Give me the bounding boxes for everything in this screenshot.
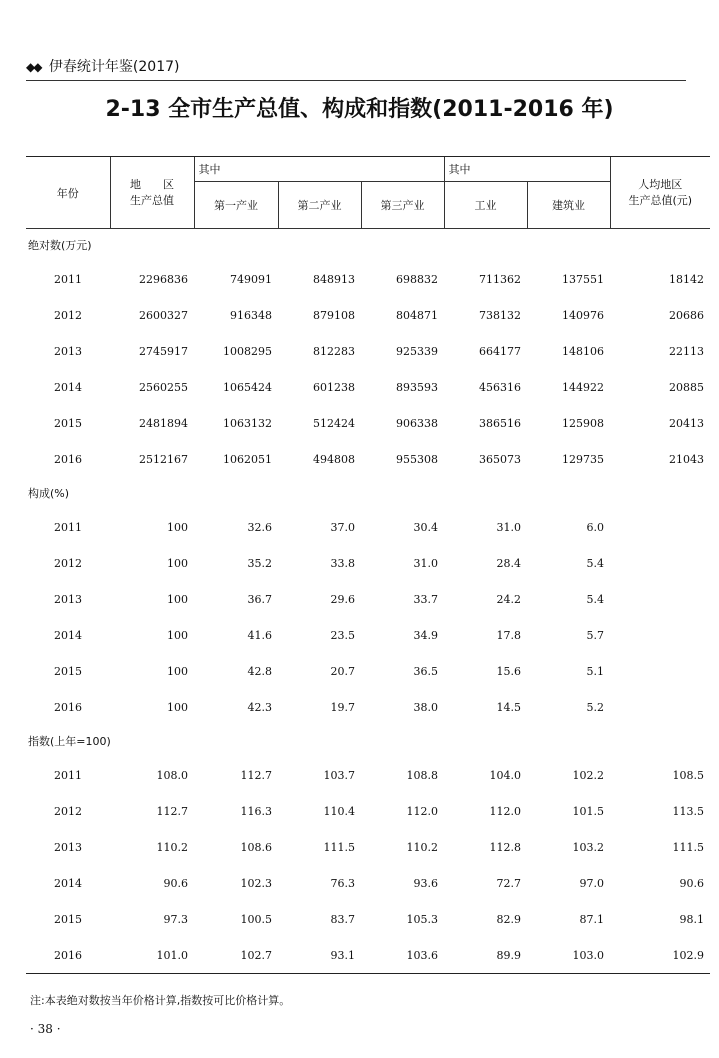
page-title: 2-13 全市生产总值、构成和指数(2011-2016 年) bbox=[105, 97, 614, 122]
row-year: 2011 bbox=[54, 272, 82, 286]
page-number: · 38 · bbox=[30, 1022, 61, 1036]
table-cell: 738132 bbox=[479, 308, 521, 322]
table-cell: 955308 bbox=[396, 452, 438, 466]
table-cell: 140976 bbox=[562, 308, 604, 322]
table-cell: 5.1 bbox=[586, 664, 604, 678]
table-cell bbox=[610, 509, 710, 545]
table-cell: 100 bbox=[167, 628, 188, 642]
table-cell: 72.7 bbox=[496, 876, 521, 890]
table-cell: 108.8 bbox=[406, 768, 438, 782]
table-cell: 148106 bbox=[562, 344, 604, 358]
table-cell: 41.6 bbox=[247, 628, 272, 642]
diamond-icon: ◆◆ bbox=[26, 60, 41, 74]
table-cell: 5.7 bbox=[586, 628, 604, 642]
table-row bbox=[26, 937, 710, 974]
table-cell: 2296836 bbox=[139, 272, 188, 286]
table-cell: 110.4 bbox=[323, 804, 355, 818]
section-label: 构成(%) bbox=[28, 487, 70, 500]
table-cell: 906338 bbox=[396, 416, 438, 430]
row-year: 2013 bbox=[54, 592, 82, 606]
table-cell: 494808 bbox=[313, 452, 355, 466]
table-cell: 125908 bbox=[562, 416, 604, 430]
table-cell: 6.0 bbox=[586, 520, 604, 534]
table-cell: 97.3 bbox=[163, 912, 188, 926]
row-year: 2015 bbox=[54, 664, 82, 678]
table-cell: 103.2 bbox=[572, 840, 604, 854]
table-cell: 100.5 bbox=[240, 912, 272, 926]
table-cell bbox=[610, 689, 710, 725]
col-header-secondary: 第二产业 bbox=[278, 182, 361, 229]
table-cell: 87.1 bbox=[579, 912, 604, 926]
table-cell: 103.7 bbox=[323, 768, 355, 782]
table-cell: 812283 bbox=[313, 344, 355, 358]
table-cell: 98.1 bbox=[679, 912, 704, 926]
section-header-row bbox=[26, 477, 710, 509]
table-cell: 102.2 bbox=[572, 768, 604, 782]
table-cell: 5.4 bbox=[586, 556, 604, 570]
table-cell: 749091 bbox=[230, 272, 272, 286]
table-cell bbox=[610, 653, 710, 689]
table-cell: 112.7 bbox=[240, 768, 272, 782]
row-year: 2011 bbox=[54, 768, 82, 782]
table-cell: 24.2 bbox=[496, 592, 521, 606]
table-cell: 144922 bbox=[562, 380, 604, 394]
table-cell: 108.5 bbox=[672, 768, 704, 782]
table-cell: 664177 bbox=[479, 344, 521, 358]
section-label: 指数(上年=100) bbox=[28, 735, 111, 748]
table-cell: 102.7 bbox=[194, 937, 278, 974]
table-cell: 112.7 bbox=[156, 804, 188, 818]
table-cell: 31.0 bbox=[496, 520, 521, 534]
table-cell: 22113 bbox=[669, 344, 704, 358]
table-cell: 1062051 bbox=[223, 452, 272, 466]
table-cell: 20885 bbox=[669, 380, 704, 394]
table-cell: 36.7 bbox=[247, 592, 272, 606]
table-cell: 2512167 bbox=[139, 452, 188, 466]
table-row bbox=[26, 617, 710, 653]
table-row bbox=[26, 441, 710, 477]
table-cell: 34.9 bbox=[413, 628, 438, 642]
table-cell: 30.4 bbox=[413, 520, 438, 534]
table-cell: 100 bbox=[167, 592, 188, 606]
table-cell: 1065424 bbox=[223, 380, 272, 394]
table-cell: 82.9 bbox=[496, 912, 521, 926]
table-row bbox=[26, 865, 710, 901]
row-year: 2012 bbox=[54, 556, 82, 570]
row-year: 2015 bbox=[54, 912, 82, 926]
table-cell: 2560255 bbox=[139, 380, 188, 394]
table-cell: 601238 bbox=[313, 380, 355, 394]
footnote: 注:本表绝对数按当年价格计算,指数按可比价格计算。 bbox=[30, 994, 291, 1007]
row-year: 2014 bbox=[54, 380, 82, 394]
col-header-primary: 第一产业 bbox=[194, 182, 278, 229]
table-cell: 116.3 bbox=[240, 804, 272, 818]
table-cell: 93.1 bbox=[278, 937, 361, 974]
col-header-group2: 其中 bbox=[444, 157, 610, 182]
col-header-year: 年份 bbox=[26, 157, 110, 229]
table-cell: 104.0 bbox=[489, 768, 521, 782]
row-year: 2015 bbox=[54, 416, 82, 430]
table-cell: 31.0 bbox=[413, 556, 438, 570]
table-cell: 112.8 bbox=[489, 840, 521, 854]
row-year: 2013 bbox=[54, 840, 82, 854]
table-cell: 89.9 bbox=[444, 937, 527, 974]
row-year: 2014 bbox=[54, 628, 82, 642]
table-cell: 879108 bbox=[313, 308, 355, 322]
table-row bbox=[26, 509, 710, 545]
col-header-industry: 工业 bbox=[444, 182, 527, 229]
table-cell: 20686 bbox=[669, 308, 704, 322]
table-row bbox=[26, 545, 710, 581]
table-cell: 37.0 bbox=[330, 520, 355, 534]
book-title: 伊春统计年鉴(2017) bbox=[48, 59, 180, 75]
table-cell: 21043 bbox=[669, 452, 704, 466]
table-cell: 42.8 bbox=[247, 664, 272, 678]
table-cell: 101.0 bbox=[110, 937, 194, 974]
table-cell: 33.8 bbox=[330, 556, 355, 570]
table-cell: 101.5 bbox=[572, 804, 604, 818]
table-cell: 90.6 bbox=[679, 876, 704, 890]
table-cell: 15.6 bbox=[496, 664, 521, 678]
col-header-construction: 建筑业 bbox=[527, 182, 610, 229]
table-row bbox=[26, 793, 710, 829]
table-cell: 38.0 bbox=[413, 700, 438, 714]
table-cell: 5.4 bbox=[586, 592, 604, 606]
table-cell: 19.7 bbox=[330, 700, 355, 714]
table-cell: 456316 bbox=[479, 380, 521, 394]
table-cell: 105.3 bbox=[406, 912, 438, 926]
table-cell: 100 bbox=[167, 556, 188, 570]
table-row bbox=[26, 689, 710, 725]
table-cell bbox=[610, 581, 710, 617]
table-cell: 32.6 bbox=[247, 520, 272, 534]
row-year: 2012 bbox=[54, 308, 82, 322]
table-cell: 1008295 bbox=[223, 344, 272, 358]
table-cell bbox=[610, 617, 710, 653]
table-cell: 102.3 bbox=[240, 876, 272, 890]
table-row bbox=[26, 581, 710, 617]
table-cell: 100 bbox=[167, 520, 188, 534]
table-cell: 97.0 bbox=[579, 876, 604, 890]
table-cell: 386516 bbox=[479, 416, 521, 430]
table-cell: 112.0 bbox=[489, 804, 521, 818]
table-cell: 711362 bbox=[479, 272, 521, 286]
table-cell: 1063132 bbox=[223, 416, 272, 430]
table-row bbox=[26, 333, 710, 369]
table-row bbox=[26, 405, 710, 441]
table-row bbox=[26, 829, 710, 865]
table-cell: 512424 bbox=[313, 416, 355, 430]
table-cell: 33.7 bbox=[413, 592, 438, 606]
table-cell: 17.8 bbox=[496, 628, 521, 642]
table-cell: 93.6 bbox=[413, 876, 438, 890]
table-cell: 137551 bbox=[562, 272, 604, 286]
table-cell: 2745917 bbox=[139, 344, 188, 358]
table-cell: 804871 bbox=[396, 308, 438, 322]
col-header-group1: 其中 bbox=[194, 157, 444, 182]
row-year: 2012 bbox=[54, 804, 82, 818]
table-cell: 110.2 bbox=[156, 840, 188, 854]
table-cell: 916348 bbox=[230, 308, 272, 322]
table-cell: 925339 bbox=[396, 344, 438, 358]
table-row bbox=[26, 369, 710, 405]
table-cell: 42.3 bbox=[247, 700, 272, 714]
table-cell: 35.2 bbox=[247, 556, 272, 570]
table-cell: 112.0 bbox=[406, 804, 438, 818]
table-cell: 83.7 bbox=[330, 912, 355, 926]
table-row bbox=[26, 757, 710, 793]
row-year: 2016 bbox=[54, 700, 82, 714]
row-year: 2011 bbox=[54, 520, 82, 534]
row-year: 2016 bbox=[26, 937, 110, 974]
table-row bbox=[26, 297, 710, 333]
table-cell: 129735 bbox=[562, 452, 604, 466]
table-cell: 848913 bbox=[313, 272, 355, 286]
table-cell: 36.5 bbox=[413, 664, 438, 678]
table-cell: 20.7 bbox=[330, 664, 355, 678]
table-cell: 14.5 bbox=[496, 700, 521, 714]
running-header bbox=[26, 54, 686, 81]
row-year: 2013 bbox=[54, 344, 82, 358]
table-row bbox=[26, 261, 710, 297]
table-cell: 18142 bbox=[669, 272, 704, 286]
table-cell: 2481894 bbox=[139, 416, 188, 430]
table-cell: 103.6 bbox=[361, 937, 444, 974]
table-cell bbox=[610, 545, 710, 581]
table-cell: 111.5 bbox=[323, 840, 355, 854]
table-cell: 108.0 bbox=[156, 768, 188, 782]
table-body bbox=[26, 229, 710, 974]
table-cell: 2600327 bbox=[139, 308, 188, 322]
table-cell: 102.9 bbox=[610, 937, 710, 974]
table-cell: 698832 bbox=[396, 272, 438, 286]
table-cell: 113.5 bbox=[672, 804, 704, 818]
row-year: 2016 bbox=[54, 452, 82, 466]
section-label: 绝对数(万元) bbox=[28, 239, 92, 252]
table-cell: 103.0 bbox=[527, 937, 610, 974]
section-header-row bbox=[26, 229, 710, 262]
gdp-table bbox=[26, 156, 710, 974]
table-cell: 365073 bbox=[479, 452, 521, 466]
table-cell: 90.6 bbox=[163, 876, 188, 890]
col-header-gdp: 地 区 生产总值 bbox=[110, 157, 194, 229]
table-row bbox=[26, 901, 710, 937]
table-cell: 23.5 bbox=[330, 628, 355, 642]
table-row bbox=[26, 653, 710, 689]
table-cell: 893593 bbox=[396, 380, 438, 394]
row-year: 2014 bbox=[54, 876, 82, 890]
col-header-tertiary: 第三产业 bbox=[361, 182, 444, 229]
table-cell: 29.6 bbox=[330, 592, 355, 606]
table-cell: 110.2 bbox=[406, 840, 438, 854]
table-cell: 100 bbox=[167, 700, 188, 714]
table-cell: 76.3 bbox=[330, 876, 355, 890]
table-cell: 100 bbox=[167, 664, 188, 678]
table-cell: 20413 bbox=[669, 416, 704, 430]
table-cell: 111.5 bbox=[672, 840, 704, 854]
table-cell: 5.2 bbox=[586, 700, 604, 714]
section-header-row bbox=[26, 725, 710, 757]
col-header-percap: 人均地区 生产总值(元) bbox=[610, 157, 710, 229]
table-cell: 108.6 bbox=[240, 840, 272, 854]
table-cell: 28.4 bbox=[496, 556, 521, 570]
